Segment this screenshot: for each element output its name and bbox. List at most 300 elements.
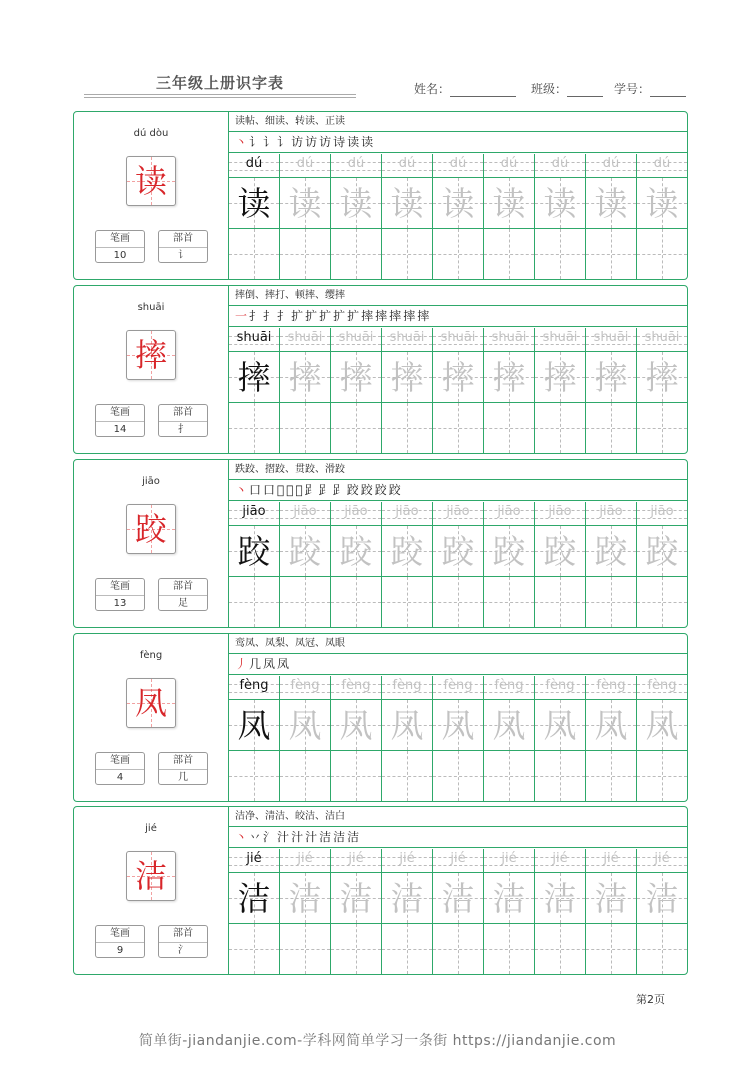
stroke-step: 跤	[374, 483, 389, 497]
char-cell[interactable]	[535, 178, 586, 229]
blank-cell[interactable]	[382, 229, 433, 279]
pinyin-cell[interactable]	[586, 328, 637, 352]
stroke-step: 访	[319, 135, 334, 149]
card-info-panel	[74, 634, 229, 801]
blank-cell[interactable]	[484, 924, 535, 974]
stroke-step: 汁	[305, 830, 320, 844]
char-cell[interactable]	[535, 700, 586, 751]
stroke-step: 𠯁	[295, 483, 305, 497]
char-trace: 摔	[492, 358, 526, 397]
pinyin-cell[interactable]	[535, 676, 586, 700]
blank-cell[interactable]	[586, 403, 637, 453]
pinyin-cell[interactable]	[484, 328, 535, 352]
blank-cell[interactable]	[535, 403, 586, 453]
char-trace: 摔	[339, 358, 373, 397]
stroke-count: 14	[113, 424, 127, 435]
char-cell[interactable]	[586, 700, 637, 751]
blank-cell[interactable]	[484, 751, 535, 801]
blank-cell[interactable]	[382, 403, 433, 453]
char-trace: 凤	[594, 706, 628, 745]
char-trace: 读	[237, 184, 271, 223]
stroke-count-label: 笔画	[96, 231, 144, 248]
pinyin-cell[interactable]	[331, 328, 382, 352]
pinyin-text: fèng	[494, 678, 524, 693]
pinyin-cell[interactable]	[637, 154, 687, 178]
blank-cell[interactable]	[586, 229, 637, 279]
blank-cell[interactable]	[637, 577, 687, 627]
pinyin-text: dú	[602, 156, 620, 171]
radical-box	[158, 230, 208, 263]
stroke-count-label: 笔画	[96, 405, 144, 422]
pinyin-cell[interactable]	[586, 154, 637, 178]
char-trace: 凤	[441, 706, 475, 745]
stroke-step: 扌	[249, 309, 264, 323]
char-trace: 摔	[441, 358, 475, 397]
char-trace: 凤	[492, 706, 526, 745]
pinyin-cell[interactable]	[331, 154, 382, 178]
pinyin-cell[interactable]	[535, 154, 586, 178]
pinyin-cell[interactable]	[586, 502, 637, 526]
pinyin-text: jié	[501, 851, 517, 866]
pinyin-cell[interactable]	[280, 502, 331, 526]
radical: 几	[178, 772, 188, 783]
char-trace: 跤	[645, 532, 679, 571]
char-cell[interactable]	[484, 700, 535, 751]
stroke-step: 一	[235, 309, 250, 323]
practice-panel	[229, 807, 687, 974]
pinyin-cell[interactable]	[586, 676, 637, 700]
pinyin-cell[interactable]	[331, 676, 382, 700]
blank-cell[interactable]	[433, 577, 484, 627]
stroke-step: 摔	[403, 309, 418, 323]
radical-box	[158, 578, 208, 611]
char-cell[interactable]	[586, 526, 637, 577]
pinyin-text: jiāo	[548, 504, 572, 519]
char-trace: 读	[288, 184, 322, 223]
char-display-box	[126, 678, 176, 728]
pinyin-cell[interactable]	[637, 502, 687, 526]
blank-cell[interactable]	[280, 403, 331, 453]
char-trace: 摔	[543, 358, 577, 397]
blank-cell[interactable]	[229, 403, 280, 453]
char-trace: 洁	[492, 879, 526, 918]
page-number: 第2页	[636, 993, 665, 1006]
blank-cell[interactable]	[229, 577, 280, 627]
char-cell[interactable]	[229, 526, 280, 577]
pinyin-text: dú	[245, 156, 263, 171]
char-cell[interactable]	[586, 178, 637, 229]
pinyin-cell[interactable]	[331, 502, 382, 526]
stroke-step: 读	[361, 135, 376, 149]
char-pinyin: shuāi	[137, 302, 165, 313]
char-trace: 洁	[645, 879, 679, 918]
pinyin-cell[interactable]	[535, 328, 586, 352]
example-words: 读帖、细读、转读、正读	[229, 112, 687, 132]
blank-cell[interactable]	[484, 403, 535, 453]
pinyin-text: jiāo	[497, 504, 521, 519]
char-cell[interactable]	[229, 352, 280, 403]
class-field[interactable]	[531, 80, 603, 97]
stroke-step: 扌	[277, 309, 292, 323]
stroke-order	[229, 654, 687, 675]
stroke-step: 讠	[249, 135, 264, 149]
card-info-panel	[74, 460, 229, 627]
char-cell[interactable]	[280, 178, 331, 229]
char-cell[interactable]	[433, 700, 484, 751]
pinyin-text: shuāi	[389, 330, 425, 345]
blank-cell[interactable]	[331, 403, 382, 453]
char-cell[interactable]	[331, 178, 382, 229]
title-underline-second	[84, 97, 356, 98]
char-cell[interactable]	[331, 873, 382, 924]
char-trace: 洁	[543, 879, 577, 918]
stroke-count-label: 笔画	[96, 926, 144, 943]
page-title: 三年级上册识字表	[155, 74, 284, 92]
stroke-step: 丿	[235, 657, 250, 671]
char-cell[interactable]	[229, 178, 280, 229]
blank-cell[interactable]	[331, 229, 382, 279]
char-trace: 摔	[645, 358, 679, 397]
pinyin-text: jié	[654, 851, 670, 866]
id-label: 学号：	[614, 82, 651, 96]
char-trace: 读	[645, 184, 679, 223]
char-display: 洁	[134, 857, 167, 895]
char-cell[interactable]	[280, 526, 331, 577]
char-cell[interactable]	[382, 526, 433, 577]
stroke-step: 𠯁	[277, 483, 287, 497]
blank-cell[interactable]	[382, 751, 433, 801]
pinyin-cell[interactable]	[229, 676, 280, 700]
char-trace: 跤	[339, 532, 373, 571]
blank-cell[interactable]	[637, 229, 687, 279]
pinyin-cell[interactable]	[229, 502, 280, 526]
pinyin-text: shuāi	[593, 330, 629, 345]
char-trace: 摔	[288, 358, 322, 397]
stroke-step: 几	[249, 657, 264, 671]
char-cell[interactable]	[484, 526, 535, 577]
practice-panel	[229, 634, 687, 801]
stroke-count: 4	[116, 772, 124, 783]
pinyin-cell[interactable]	[433, 154, 484, 178]
char-trace: 洁	[339, 879, 373, 918]
pinyin-cell[interactable]	[535, 502, 586, 526]
pinyin-cell[interactable]	[637, 849, 687, 873]
pinyin-cell[interactable]	[331, 849, 382, 873]
stroke-count: 9	[116, 945, 124, 956]
blank-cell[interactable]	[535, 229, 586, 279]
char-cell[interactable]	[484, 178, 535, 229]
pinyin-cell[interactable]	[382, 676, 433, 700]
stroke-count: 13	[113, 598, 127, 609]
stroke-step: 𧾷	[304, 483, 319, 497]
stroke-order	[229, 306, 687, 327]
radical-box	[158, 752, 208, 785]
char-trace: 读	[390, 184, 424, 223]
pinyin-text: dú	[653, 156, 671, 171]
id-field[interactable]	[614, 80, 686, 97]
pinyin-cell[interactable]	[382, 502, 433, 526]
char-trace: 跤	[288, 532, 322, 571]
pinyin-cell[interactable]	[229, 328, 280, 352]
stroke-step: 读	[347, 135, 362, 149]
blank-cell[interactable]	[484, 229, 535, 279]
stroke-step: 凤	[263, 657, 278, 671]
pinyin-cell[interactable]	[637, 676, 687, 700]
radical-label: 部首	[159, 231, 207, 248]
radical-label: 部首	[159, 926, 207, 943]
class-blank[interactable]	[567, 84, 603, 97]
blank-cell[interactable]	[331, 751, 382, 801]
blank-cell[interactable]	[433, 924, 484, 974]
char-trace: 读	[339, 184, 373, 223]
char-cell[interactable]	[331, 700, 382, 751]
char-cell[interactable]	[484, 352, 535, 403]
char-trace: 跤	[594, 532, 628, 571]
stroke-order	[229, 827, 687, 848]
pinyin-cell[interactable]	[382, 154, 433, 178]
blank-cell[interactable]	[637, 403, 687, 453]
char-cell[interactable]	[382, 352, 433, 403]
stroke-step: 摔	[375, 309, 390, 323]
char-trace: 凤	[237, 706, 271, 745]
radical: 讠	[178, 250, 188, 261]
pinyin-cell[interactable]	[280, 676, 331, 700]
stroke-step: 摔	[417, 309, 432, 323]
blank-cell[interactable]	[229, 751, 280, 801]
pinyin-cell[interactable]	[637, 328, 687, 352]
char-cell[interactable]	[586, 352, 637, 403]
char-display-box	[126, 851, 176, 901]
char-cell[interactable]	[229, 700, 280, 751]
id-blank[interactable]	[650, 84, 686, 97]
char-cell[interactable]	[331, 352, 382, 403]
char-trace: 洁	[594, 879, 628, 918]
stroke-step: 丶	[235, 135, 250, 149]
char-trace: 凤	[339, 706, 373, 745]
stroke-count-label: 笔画	[96, 579, 144, 596]
pinyin-cell[interactable]	[433, 328, 484, 352]
char-cell[interactable]	[280, 700, 331, 751]
blank-cell[interactable]	[280, 924, 331, 974]
blank-cell[interactable]	[331, 577, 382, 627]
pinyin-cell[interactable]	[280, 328, 331, 352]
pinyin-text: jié	[450, 851, 466, 866]
stroke-order	[229, 132, 687, 153]
pinyin-text: fèng	[443, 678, 473, 693]
blank-cell[interactable]	[637, 751, 687, 801]
char-cell[interactable]	[535, 526, 586, 577]
stroke-count-label: 笔画	[96, 753, 144, 770]
char-cell[interactable]	[535, 352, 586, 403]
pinyin-text: dú	[449, 156, 467, 171]
radical: 氵	[178, 945, 188, 956]
blank-cell[interactable]	[280, 229, 331, 279]
blank-cell[interactable]	[331, 924, 382, 974]
pinyin-cell[interactable]	[433, 502, 484, 526]
blank-cell[interactable]	[229, 924, 280, 974]
pinyin-cell[interactable]	[229, 849, 280, 873]
pinyin-text: jié	[297, 851, 313, 866]
name-blank[interactable]	[450, 84, 516, 97]
char-cell[interactable]	[280, 873, 331, 924]
char-display: 摔	[134, 336, 167, 374]
pinyin-text: jiāo	[242, 504, 266, 519]
stroke-step: 扩	[347, 309, 362, 323]
char-cell[interactable]	[637, 700, 687, 751]
char-pinyin: jié	[145, 823, 157, 834]
char-cell[interactable]	[433, 352, 484, 403]
char-display-box	[126, 156, 176, 206]
pinyin-text: shuāi	[287, 330, 323, 345]
char-cell[interactable]	[280, 352, 331, 403]
pinyin-text: fèng	[290, 678, 320, 693]
stroke-step: 洁	[319, 830, 334, 844]
char-cell[interactable]	[433, 178, 484, 229]
char-display-box	[126, 330, 176, 380]
radical-label: 部首	[159, 405, 207, 422]
blank-cell[interactable]	[433, 229, 484, 279]
footer-watermark: 简单街-jiandanjie.com-学科网简单学习一条街 https://jiandanjie.com	[138, 1033, 617, 1049]
char-cell[interactable]	[637, 873, 687, 924]
blank-cell[interactable]	[433, 403, 484, 453]
char-cell[interactable]	[535, 873, 586, 924]
char-trace: 读	[441, 184, 475, 223]
blank-cell[interactable]	[535, 577, 586, 627]
class-label: 班级：	[531, 82, 568, 96]
pinyin-text: dú	[551, 156, 569, 171]
pinyin-cell[interactable]	[433, 849, 484, 873]
char-cell[interactable]	[637, 178, 687, 229]
stroke-step: 𧾷	[332, 483, 347, 497]
card-info-panel	[74, 112, 229, 279]
pinyin-cell[interactable]	[382, 849, 433, 873]
blank-cell[interactable]	[433, 751, 484, 801]
pinyin-cell[interactable]	[433, 676, 484, 700]
char-trace: 凤	[288, 706, 322, 745]
stroke-step: 扩	[291, 309, 306, 323]
char-cell[interactable]	[433, 526, 484, 577]
char-cell[interactable]	[382, 873, 433, 924]
char-cell[interactable]	[637, 526, 687, 577]
pinyin-text: jié	[552, 851, 568, 866]
example-words: 跌跤、摺跤、贯跤、滑跤	[229, 460, 687, 480]
name-field[interactable]	[414, 80, 516, 97]
pinyin-cell[interactable]	[382, 328, 433, 352]
char-cell[interactable]	[637, 352, 687, 403]
pinyin-text: jié	[348, 851, 364, 866]
pinyin-cell[interactable]	[586, 849, 637, 873]
blank-cell[interactable]	[382, 577, 433, 627]
stroke-count-box	[95, 578, 145, 611]
char-trace: 凤	[390, 706, 424, 745]
pinyin-text: fèng	[647, 678, 677, 693]
blank-cell[interactable]	[586, 924, 637, 974]
char-cell[interactable]	[331, 526, 382, 577]
stroke-count-box	[95, 404, 145, 437]
pinyin-cell[interactable]	[484, 502, 535, 526]
char-trace: 跤	[492, 532, 526, 571]
stroke-step: 丶	[235, 830, 250, 844]
stroke-order	[229, 480, 687, 501]
char-trace: 凤	[645, 706, 679, 745]
char-display: 跤	[134, 510, 167, 548]
char-cell[interactable]	[229, 873, 280, 924]
example-words: 鸾凤、凤梨、凤冠、凤眼	[229, 634, 687, 654]
char-cell[interactable]	[586, 873, 637, 924]
char-trace: 摔	[390, 358, 424, 397]
pinyin-text: shuāi	[542, 330, 578, 345]
pinyin-cell[interactable]	[280, 154, 331, 178]
stroke-count: 10	[113, 250, 127, 261]
pinyin-text: jié	[246, 851, 262, 866]
char-trace: 凤	[543, 706, 577, 745]
char-trace: 洁	[441, 879, 475, 918]
pinyin-cell[interactable]	[535, 849, 586, 873]
stroke-step: 访	[291, 135, 306, 149]
pinyin-cell[interactable]	[280, 849, 331, 873]
character-card	[73, 633, 688, 802]
stroke-step: 洁	[333, 830, 348, 844]
radical-label: 部首	[159, 753, 207, 770]
pinyin-cell[interactable]	[229, 154, 280, 178]
stroke-step: 洁	[347, 830, 362, 844]
blank-cell[interactable]	[586, 577, 637, 627]
stroke-step: 扩	[319, 309, 334, 323]
char-cell[interactable]	[433, 873, 484, 924]
pinyin-text: shuāi	[644, 330, 680, 345]
blank-cell[interactable]	[535, 751, 586, 801]
stroke-step: 汁	[277, 830, 292, 844]
card-info-panel	[74, 286, 229, 453]
char-pinyin: dú dòu	[133, 128, 169, 139]
char-display-box	[126, 504, 176, 554]
stroke-step: 扩	[333, 309, 348, 323]
stroke-step: 𠯁	[286, 483, 296, 497]
blank-cell[interactable]	[535, 924, 586, 974]
char-display: 凤	[134, 684, 167, 722]
character-card	[73, 285, 688, 454]
blank-cell[interactable]	[229, 229, 280, 279]
character-card	[73, 806, 688, 975]
char-cell[interactable]	[382, 178, 433, 229]
pinyin-text: fèng	[596, 678, 626, 693]
pinyin-cell[interactable]	[484, 849, 535, 873]
char-cell[interactable]	[484, 873, 535, 924]
stroke-step: 扩	[305, 309, 320, 323]
example-words: 摔倒、摔打、顿摔、缨摔	[229, 286, 687, 306]
pinyin-text: dú	[296, 156, 314, 171]
pinyin-text: dú	[398, 156, 416, 171]
char-cell[interactable]	[382, 700, 433, 751]
blank-cell[interactable]	[382, 924, 433, 974]
name-label: 姓名：	[414, 82, 451, 96]
pinyin-text: shuāi	[236, 330, 272, 345]
pinyin-cell[interactable]	[484, 676, 535, 700]
stroke-count-box	[95, 752, 145, 785]
blank-cell[interactable]	[586, 751, 637, 801]
blank-cell[interactable]	[280, 751, 331, 801]
blank-cell[interactable]	[484, 577, 535, 627]
char-pinyin: fèng	[139, 650, 163, 661]
pinyin-text: dú	[347, 156, 365, 171]
char-trace: 读	[594, 184, 628, 223]
char-pinyin: jiāo	[142, 476, 160, 487]
blank-cell[interactable]	[280, 577, 331, 627]
stroke-step: 氵	[263, 830, 278, 844]
char-trace: 读	[492, 184, 526, 223]
blank-cell[interactable]	[637, 924, 687, 974]
pinyin-cell[interactable]	[484, 154, 535, 178]
